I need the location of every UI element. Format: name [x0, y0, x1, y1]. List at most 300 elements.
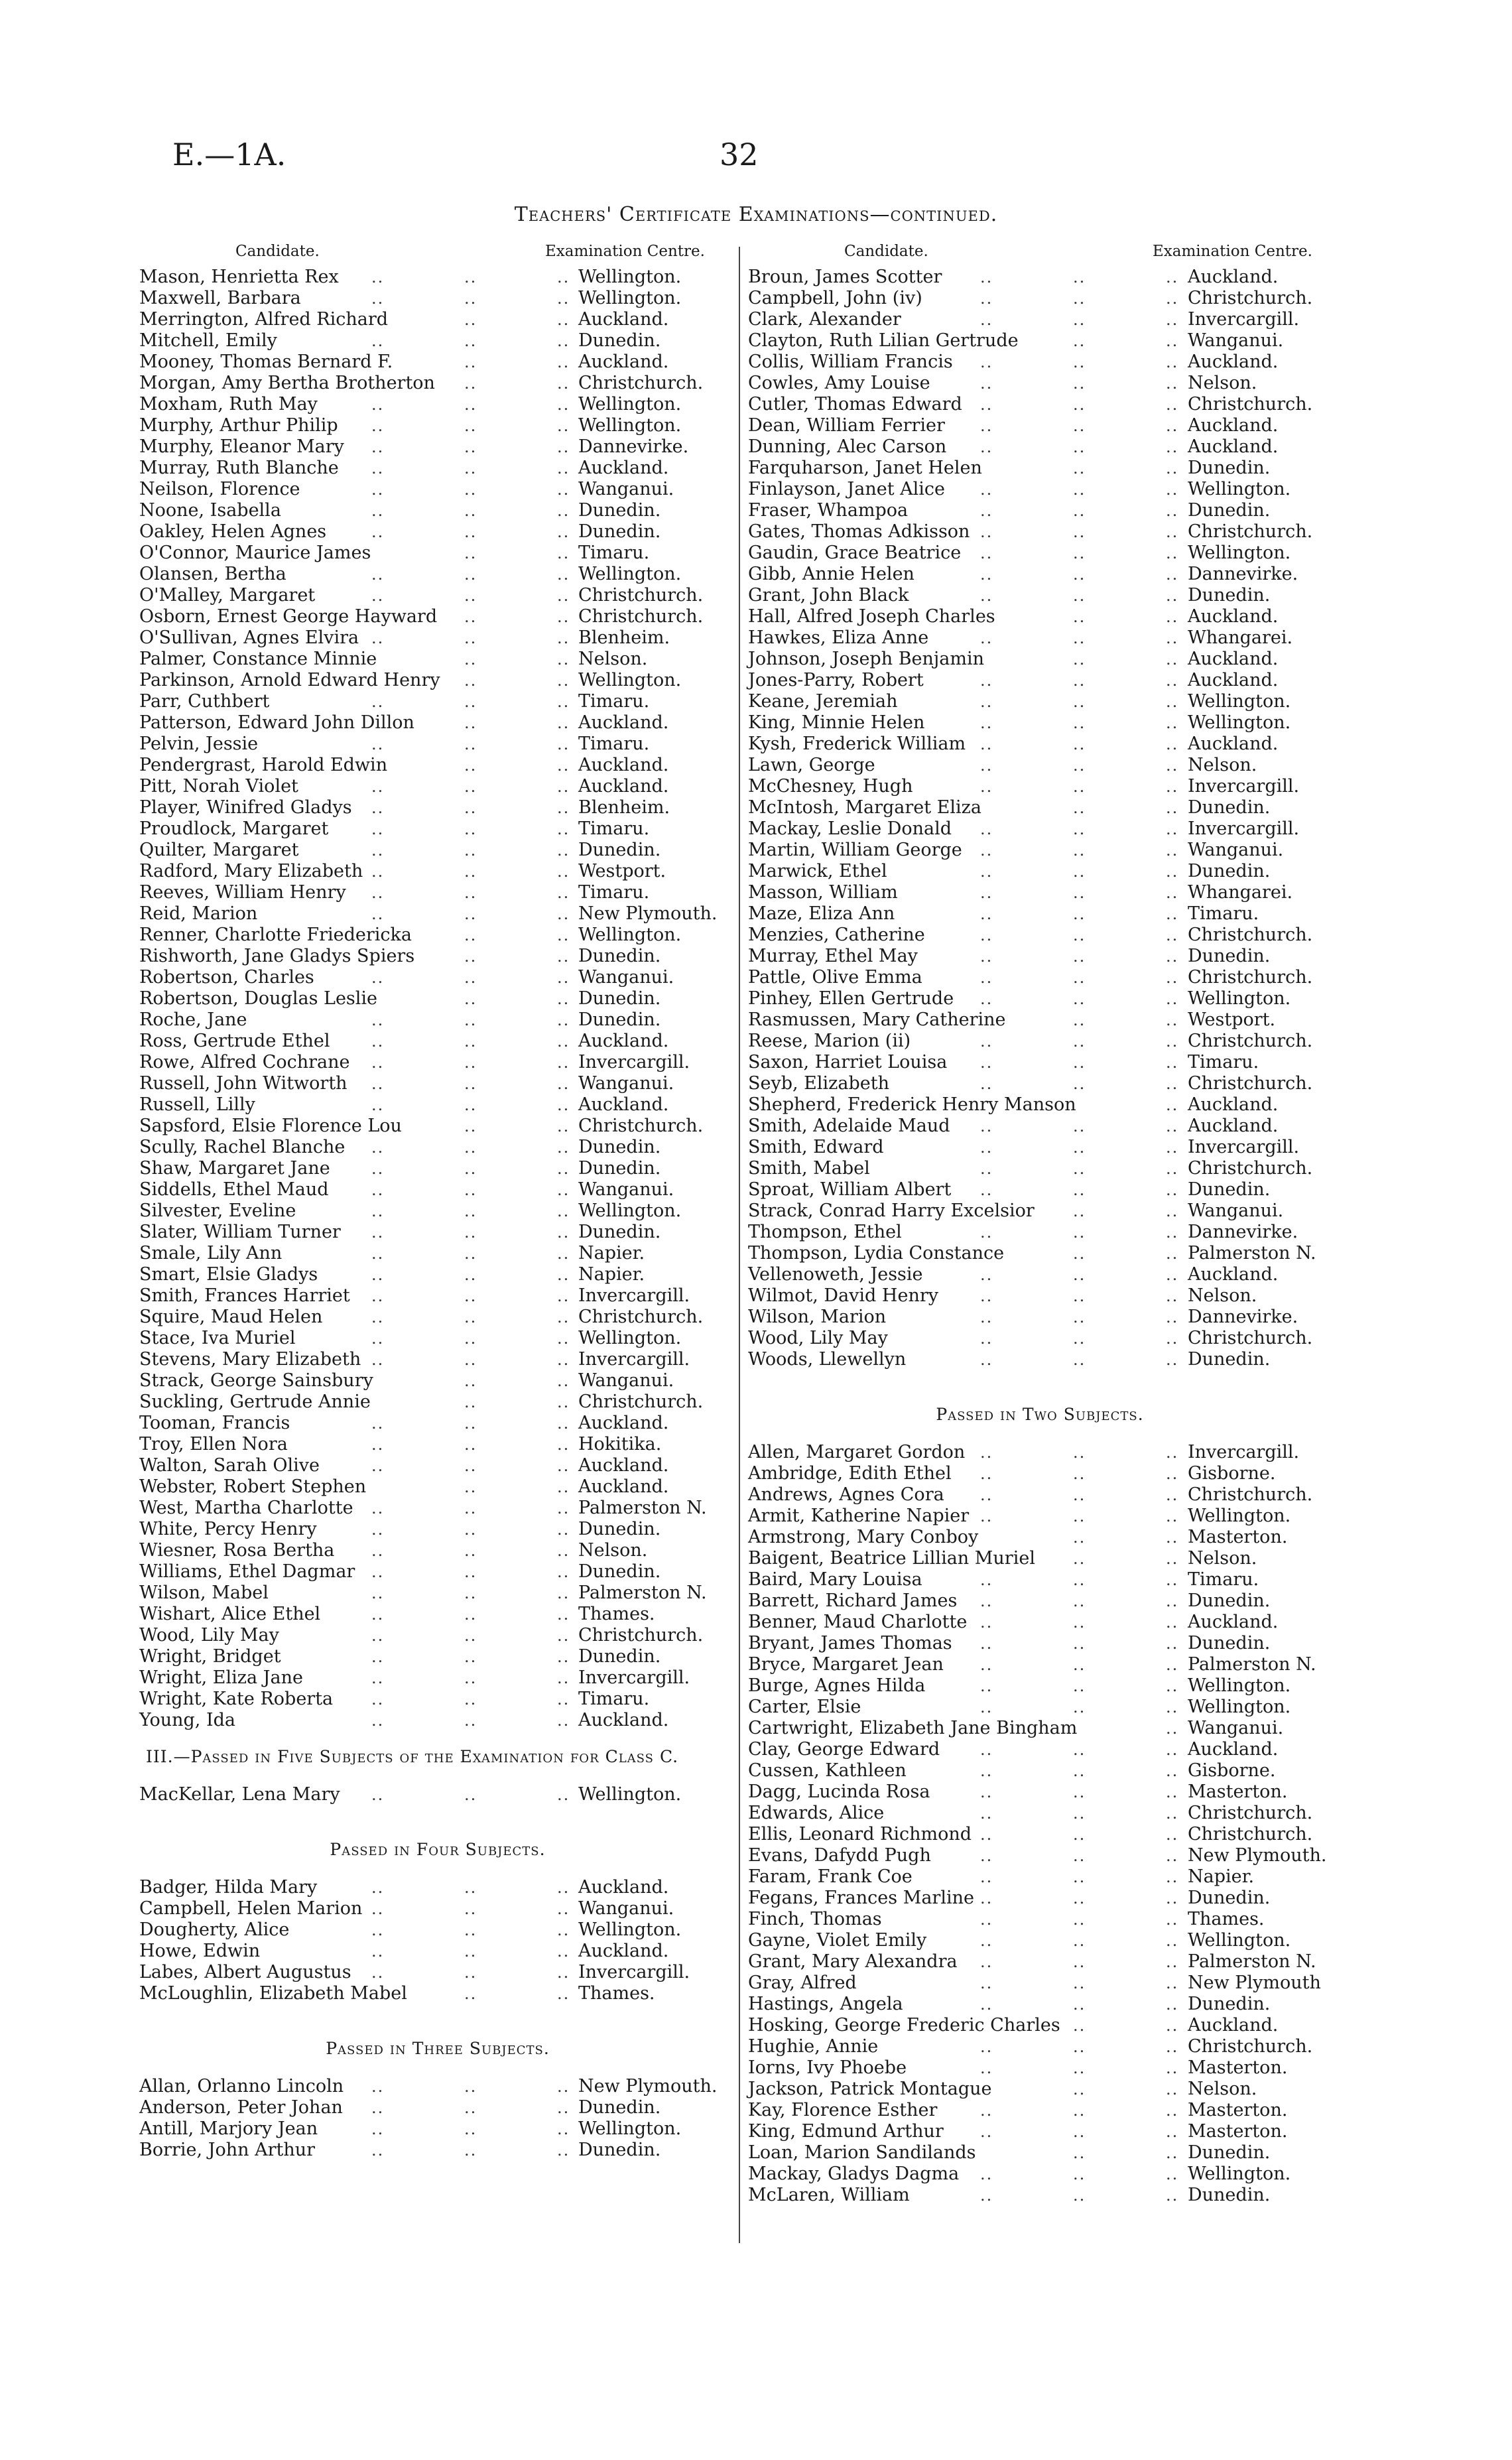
leader-dots: .. [1166, 1507, 1179, 1525]
leader-dots: .. [371, 395, 385, 414]
examination-centre: Dunedin. [578, 1561, 661, 1582]
candidate-name: Vellenoweth, Jessie [748, 1264, 923, 1285]
leader-dots: .. [1073, 1053, 1086, 1072]
leader-dots: .. [1073, 1868, 1086, 1886]
examination-centre: Christchurch. [1188, 288, 1313, 308]
table-row [748, 1654, 1332, 1675]
leader-dots: .. [1166, 395, 1179, 414]
leader-dots: .. [464, 1478, 477, 1496]
table-row [139, 925, 736, 946]
leader-dots: .. [1166, 2186, 1179, 2205]
left-three-list [139, 2076, 736, 2161]
leader-dots: .. [1073, 905, 1086, 923]
table-row [748, 1506, 1332, 1527]
examination-centre: Masterton. [1188, 1781, 1288, 1802]
examination-centre: Christchurch. [578, 585, 704, 606]
table-row [139, 1328, 736, 1349]
leader-dots: .. [1073, 1117, 1086, 1135]
leader-dots: .. [371, 332, 385, 350]
table-row [748, 988, 1332, 1009]
table-row [748, 394, 1332, 415]
leader-dots: .. [1166, 1889, 1179, 1908]
candidate-name: Carter, Elsie [748, 1697, 861, 1717]
leader-dots: .. [1166, 692, 1179, 711]
examination-centre: Auckland. [1188, 1264, 1279, 1285]
candidate-name: Stevens, Mary Elizabeth [139, 1349, 361, 1370]
leader-dots: .. [371, 1074, 385, 1093]
leader-dots: .. [464, 1096, 477, 1114]
leader-dots: .. [464, 1053, 477, 1072]
leader-dots: .. [1073, 2144, 1086, 2162]
leader-dots: .. [464, 735, 477, 753]
leader-dots: .. [1166, 1181, 1179, 1199]
leader-dots: .. [557, 883, 570, 902]
table-row [748, 691, 1332, 712]
leader-dots: .. [1166, 1053, 1179, 1072]
leader-dots: .. [980, 1740, 993, 1759]
leader-dots: .. [1073, 926, 1086, 944]
leader-dots: .. [1073, 1995, 1086, 2014]
candidate-name: Mackay, Gladys Dagma [748, 2164, 960, 2184]
leader-dots: .. [464, 438, 477, 456]
leader-dots: .. [464, 820, 477, 838]
leader-dots: .. [1166, 1613, 1179, 1632]
candidate-name: King, Edmund Arthur [748, 2121, 944, 2142]
leader-dots: .. [464, 1350, 477, 1369]
leader-dots: .. [1166, 459, 1179, 478]
leader-dots: .. [1073, 523, 1086, 541]
examination-centre: Dunedin. [1188, 797, 1271, 818]
leader-dots: .. [371, 1223, 385, 1242]
candidate-name: Edwards, Alice [748, 1803, 885, 1823]
table-row [139, 967, 736, 988]
table-row [139, 840, 736, 861]
examination-centre: Nelson. [1188, 755, 1257, 775]
table-row [139, 1392, 736, 1413]
examination-centre: Wanganui. [578, 479, 674, 499]
leader-dots: .. [371, 523, 385, 541]
examination-centre: Christchurch. [1188, 1328, 1313, 1348]
examination-centre: Wellington. [1188, 1506, 1291, 1526]
leader-dots: .. [980, 2101, 993, 2120]
leader-dots: .. [464, 289, 477, 308]
leader-dots: .. [464, 1074, 477, 1093]
leader-dots: .. [1166, 353, 1179, 371]
leader-dots: .. [464, 1202, 477, 1220]
candidate-name: Morgan, Amy Bertha Brotherton [139, 373, 435, 393]
candidate-name: Burge, Agnes Hilda [748, 1675, 926, 1696]
table-row [139, 691, 736, 712]
table-row [748, 1548, 1332, 1569]
table-row [748, 1739, 1332, 1760]
leader-dots: .. [1166, 883, 1179, 902]
leader-dots: .. [557, 820, 570, 838]
leader-dots: .. [980, 905, 993, 923]
candidate-name: Mooney, Thomas Bernard F. [139, 352, 393, 372]
examination-centre: Dunedin. [1188, 1633, 1271, 1653]
leader-dots: .. [371, 1626, 385, 1645]
candidate-name: Menzies, Catherine [748, 925, 925, 945]
table-row [139, 1009, 736, 1031]
candidate-name: Pitt, Norah Violet [139, 776, 298, 797]
candidate-name: Patterson, Edward John Dillon [139, 712, 414, 733]
examination-centre: Wanganui. [578, 1898, 674, 1919]
candidate-name: Grant, Mary Alexandra [748, 1951, 958, 1972]
leader-dots: .. [557, 990, 570, 1008]
examination-centre: New Plymouth. [1188, 1845, 1327, 1866]
leader-dots: .. [464, 1265, 477, 1284]
leader-dots: .. [557, 332, 570, 350]
table-row [139, 734, 736, 755]
leader-dots: .. [1073, 1074, 1086, 1093]
table-row [748, 2121, 1332, 2142]
examination-centre: Auckland. [1188, 2015, 1279, 2036]
leader-dots: .. [464, 1711, 477, 1730]
leader-dots: .. [557, 1265, 570, 1284]
table-row [139, 1307, 736, 1328]
leader-dots: .. [557, 1202, 570, 1220]
table-row [748, 1200, 1332, 1222]
leader-dots: .. [1073, 1762, 1086, 1780]
table-row [748, 1569, 1332, 1590]
table-row [748, 861, 1332, 882]
leader-dots: .. [1073, 1202, 1086, 1220]
table-row [748, 1675, 1332, 1697]
leader-dots: .. [371, 841, 385, 860]
table-row [748, 479, 1332, 500]
candidate-header: Candidate. [235, 243, 320, 260]
leader-dots: .. [1073, 438, 1086, 456]
examination-centre: Dunedin. [1188, 2185, 1271, 2205]
examination-centre: Wellington. [578, 670, 682, 690]
examination-centre: Westport. [578, 861, 666, 881]
candidate-name: Iorns, Ivy Phoebe [748, 2057, 907, 2078]
candidate-name: Collis, William Francis [748, 352, 953, 372]
leader-dots: .. [557, 1350, 570, 1369]
examination-centre: Wellington. [578, 564, 682, 584]
leader-dots: .. [464, 1329, 477, 1348]
leader-dots: .. [1166, 671, 1179, 690]
candidate-name: Thompson, Lydia Constance [748, 1243, 1005, 1263]
table-row [139, 1370, 736, 1392]
leader-dots: .. [980, 544, 993, 562]
leader-dots: .. [1073, 395, 1086, 414]
table-row [748, 1222, 1332, 1243]
table-row [139, 1179, 736, 1200]
examination-centre: Dunedin. [1188, 1994, 1271, 2014]
leader-dots: .. [557, 756, 570, 775]
leader-dots: .. [980, 820, 993, 838]
leader-dots: .. [1166, 586, 1179, 605]
examination-centre: Invercargill. [578, 1285, 690, 1306]
table-row [748, 840, 1332, 861]
leader-dots: .. [371, 820, 385, 838]
leader-dots: .. [980, 1995, 993, 2014]
candidate-name: Benner, Maud Charlotte [748, 1612, 968, 1632]
leader-dots: .. [1166, 1783, 1179, 1801]
leader-dots: .. [1166, 650, 1179, 669]
table-row [748, 776, 1332, 797]
candidate-name: Jones-Parry, Robert [748, 670, 924, 690]
leader-dots: .. [464, 1626, 477, 1645]
candidate-name: Player, Winifred Gladys [139, 797, 352, 818]
table-row [748, 1612, 1332, 1633]
leader-dots: .. [1073, 883, 1086, 902]
leader-dots: .. [1073, 650, 1086, 669]
candidate-name: Olansen, Bertha [139, 564, 286, 584]
leader-dots: .. [980, 1287, 993, 1305]
leader-dots: .. [371, 692, 385, 711]
leader-dots: .. [371, 1563, 385, 1581]
table-row [748, 1909, 1332, 1930]
examination-centre: Timaru. [578, 691, 650, 712]
examination-centre: Wellington. [578, 267, 682, 287]
examination-centre: Auckland. [1188, 1612, 1279, 1632]
examination-centre: Wellington. [578, 1328, 682, 1348]
table-row [748, 1307, 1332, 1328]
leader-dots: .. [1166, 1329, 1179, 1348]
table-row [748, 2164, 1332, 2185]
candidate-name: Campbell, Helen Marion [139, 1898, 363, 1919]
table-row [139, 882, 736, 903]
leader-dots: .. [980, 1825, 993, 1844]
leader-dots: .. [980, 1677, 993, 1695]
leader-dots: .. [1073, 1613, 1086, 1632]
leader-dots: .. [980, 777, 993, 796]
leader-dots: .. [1166, 289, 1179, 308]
examination-centre: Dunedin. [578, 1519, 661, 1539]
leader-dots: .. [1166, 1571, 1179, 1589]
leader-dots: .. [1166, 501, 1179, 520]
leader-dots: .. [1073, 947, 1086, 966]
leader-dots: .. [1073, 459, 1086, 478]
leader-dots: .. [557, 777, 570, 796]
leader-dots: .. [1166, 2038, 1179, 2056]
examination-centre: Auckland. [578, 712, 669, 733]
table-row [748, 2100, 1332, 2121]
table-row [139, 288, 736, 309]
leader-dots: .. [1166, 1995, 1179, 2014]
table-row [748, 1633, 1332, 1654]
candidate-name: Smith, Mabel [748, 1158, 870, 1179]
table-row [139, 606, 736, 627]
leader-dots: .. [557, 1435, 570, 1454]
candidate-name: Smith, Edward [748, 1137, 884, 1157]
examination-centre: Dunedin. [578, 1137, 661, 1157]
candidate-name: Andrews, Agnes Cora [748, 1484, 944, 1505]
leader-dots: .. [464, 1984, 477, 2003]
leader-dots: .. [371, 1605, 385, 1624]
candidate-name: Tooman, Francis [139, 1413, 290, 1433]
leader-dots: .. [464, 417, 477, 435]
table-row [139, 1983, 736, 2004]
candidate-name: Pelvin, Jessie [139, 734, 259, 754]
leader-dots: .. [1073, 2122, 1086, 2141]
leader-dots: .. [557, 799, 570, 817]
leader-dots: .. [557, 1499, 570, 1518]
table-row [748, 755, 1332, 776]
table-row [139, 2097, 736, 2118]
examination-centre: Dunedin. [578, 840, 661, 860]
examination-centre: Christchurch. [1188, 967, 1313, 988]
right-two-list [748, 1442, 1332, 2206]
examination-centre: Whangarei. [1188, 882, 1293, 903]
leader-dots: .. [557, 438, 570, 456]
examination-centre: Timaru. [1188, 903, 1259, 924]
examination-centre: Thames. [1188, 1909, 1265, 1929]
leader-dots: .. [980, 1634, 993, 1653]
leader-dots: .. [464, 586, 477, 605]
table-row [139, 585, 736, 606]
left-five-list [139, 1784, 736, 1805]
candidate-name: O'Connor, Maurice James [139, 543, 371, 563]
table-row [748, 1697, 1332, 1718]
table-row [748, 436, 1332, 458]
examination-centre: Napier. [578, 1243, 645, 1263]
leader-dots: .. [371, 629, 385, 647]
leader-dots: .. [557, 968, 570, 987]
leader-dots: .. [464, 841, 477, 860]
centre-header: Examination Centre. [545, 243, 705, 260]
leader-dots: .. [1166, 332, 1179, 350]
leader-dots: .. [1073, 2186, 1086, 2205]
leader-dots: .. [1073, 1804, 1086, 1823]
leader-dots: .. [1166, 1265, 1179, 1284]
examination-centre: Dunedin. [578, 2140, 661, 2160]
examination-centre: Auckland. [578, 1455, 669, 1476]
table-row [748, 1094, 1332, 1116]
leader-dots: .. [557, 1984, 570, 2003]
examination-centre: Dunedin. [1188, 1179, 1271, 1200]
leader-dots: .. [371, 1350, 385, 1369]
leader-dots: .. [1166, 2080, 1179, 2099]
candidate-name: Hastings, Angela [748, 1994, 903, 2014]
leader-dots: .. [980, 1265, 993, 1284]
examination-centre: Auckland. [1188, 1094, 1279, 1115]
leader-dots: .. [371, 565, 385, 584]
examination-centre: Invercargill. [1188, 309, 1300, 330]
leader-dots: .. [1166, 544, 1179, 562]
examination-centre: Dannevirke. [1188, 1307, 1298, 1327]
leader-dots: .. [980, 1783, 993, 1801]
leader-dots: .. [464, 756, 477, 775]
leader-dots: .. [980, 2038, 993, 2056]
leader-dots: .. [371, 1669, 385, 1687]
leader-dots: .. [980, 353, 993, 371]
leader-dots: .. [980, 1308, 993, 1327]
examination-centre: Whangarei. [1188, 627, 1293, 648]
examination-centre: Masterton. [1188, 1527, 1288, 1547]
table-row [139, 267, 736, 288]
leader-dots: .. [1166, 947, 1179, 966]
leader-dots: .. [1073, 1549, 1086, 1568]
candidate-name: Scully, Rachel Blanche [139, 1137, 346, 1157]
candidate-name: Wright, Bridget [139, 1646, 281, 1667]
leader-dots: .. [464, 1117, 477, 1135]
examination-centre: Masterton. [1188, 2121, 1288, 2142]
candidate-name: Gates, Thomas Adkisson [748, 521, 970, 542]
table-row [748, 818, 1332, 840]
examination-centre: Auckland. [1188, 415, 1279, 436]
candidate-name: Mackay, Leslie Donald [748, 818, 952, 839]
leader-dots: .. [557, 1457, 570, 1475]
leader-dots: .. [371, 1541, 385, 1560]
leader-dots: .. [1073, 1528, 1086, 1547]
leader-dots: .. [557, 2120, 570, 2138]
examination-centre: Christchurch. [578, 373, 704, 393]
examination-centre: Wellington. [578, 1200, 682, 1221]
table-row [748, 1328, 1332, 1349]
examination-centre: Invercargill. [578, 1349, 690, 1370]
table-row [139, 818, 736, 840]
examination-centre: Thames. [578, 1604, 655, 1624]
table-row [748, 2015, 1332, 2036]
leader-dots: .. [464, 1499, 477, 1518]
leader-dots: .. [557, 501, 570, 520]
leader-dots: .. [557, 1669, 570, 1687]
table-row [748, 1824, 1332, 1845]
leader-dots: .. [464, 1878, 477, 1897]
candidate-name: Clayton, Ruth Lilian Gertrude [748, 330, 1019, 351]
examination-centre: Thames. [578, 1983, 655, 2004]
leader-dots: .. [1073, 1889, 1086, 1908]
candidate-name: Ellis, Leonard Richmond [748, 1824, 972, 1845]
leader-dots: .. [557, 1074, 570, 1093]
table-row [139, 1052, 736, 1073]
leader-dots: .. [464, 1963, 477, 1982]
examination-centre: Auckland. [1188, 267, 1279, 287]
table-row [748, 1951, 1332, 1973]
leader-dots: .. [1166, 1931, 1179, 1950]
leader-dots: .. [1073, 990, 1086, 1008]
leader-dots: .. [557, 289, 570, 308]
table-row [748, 1285, 1332, 1307]
table-row [139, 1094, 736, 1116]
candidate-name: Walton, Sarah Olive [139, 1455, 320, 1476]
candidate-name: Rishworth, Jane Gladys Spiers [139, 946, 415, 966]
leader-dots: .. [1073, 756, 1086, 775]
table-row [748, 564, 1332, 585]
leader-dots: .. [1166, 905, 1179, 923]
leader-dots: .. [1073, 289, 1086, 308]
examination-centre: Dunedin. [1188, 2142, 1271, 2163]
leader-dots: .. [1073, 565, 1086, 584]
leader-dots: .. [557, 2077, 570, 2096]
examination-centre: Wellington. [1188, 1930, 1291, 1951]
examination-centre: Dunedin. [578, 1158, 661, 1179]
candidate-name: Oakley, Helen Agnes [139, 521, 327, 542]
candidate-name: Murphy, Eleanor Mary [139, 436, 344, 457]
candidate-name: Farquharson, Janet Helen [748, 458, 982, 478]
section-two-title: Passed in Two Subjects. [936, 1405, 1144, 1424]
table-row [139, 394, 736, 415]
examination-centre: Nelson. [1188, 373, 1257, 393]
left-column [139, 243, 736, 2161]
examination-centre: Palmerston N. [1188, 1654, 1316, 1675]
leader-dots: .. [1166, 1244, 1179, 1263]
leader-dots: .. [1166, 1032, 1179, 1051]
table-row [748, 1179, 1332, 1200]
examination-centre: Christchurch. [1188, 1824, 1313, 1845]
table-row [139, 1540, 736, 1561]
table-row [748, 1973, 1332, 1994]
leader-dots: .. [464, 544, 477, 562]
examination-centre: Christchurch. [578, 1307, 704, 1327]
leader-dots: .. [557, 1159, 570, 1178]
table-row [748, 330, 1332, 352]
leader-dots: .. [980, 1804, 993, 1823]
table-row [139, 543, 736, 564]
